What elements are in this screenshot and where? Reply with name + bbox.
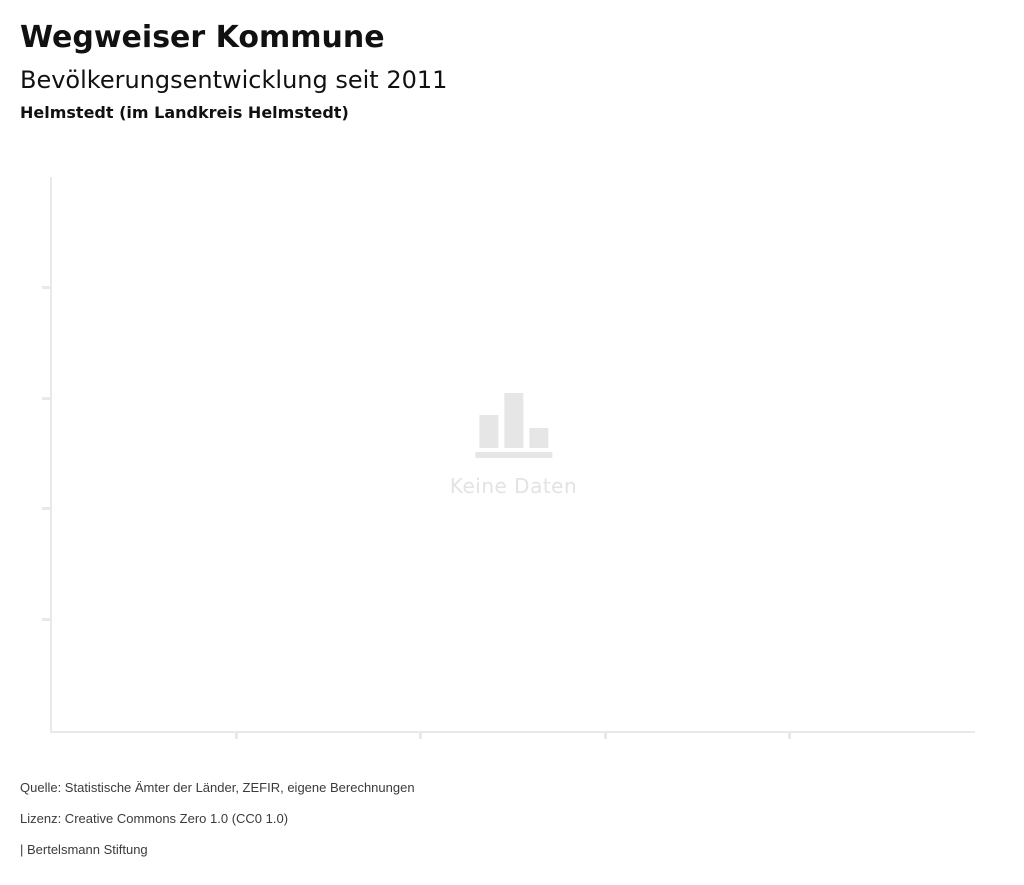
y-axis-tick bbox=[42, 618, 50, 621]
attribution-text: | Bertelsmann Stiftung bbox=[20, 842, 148, 857]
x-axis-tick bbox=[788, 733, 791, 739]
source-text: Quelle: Statistische Ämter der Länder, ZEFIR, eigene Berechnungen bbox=[20, 780, 415, 795]
bar-chart-icon-bars bbox=[475, 393, 552, 448]
x-axis-tick bbox=[235, 733, 238, 739]
x-axis-tick bbox=[604, 733, 607, 739]
license-text: Lizenz: Creative Commons Zero 1.0 (CC0 1.0) bbox=[20, 811, 289, 826]
bar-chart-icon-baseline bbox=[475, 452, 552, 458]
y-axis-tick bbox=[42, 507, 50, 510]
no-data-label: Keine Daten bbox=[449, 474, 578, 498]
y-axis-tick bbox=[42, 397, 50, 400]
no-data-placeholder bbox=[450, 393, 577, 498]
y-axis-tick bbox=[42, 286, 50, 289]
bar-chart-icon bbox=[475, 393, 552, 458]
bar-chart-icon-bar bbox=[479, 415, 498, 448]
chart-plot-area bbox=[50, 177, 975, 733]
chart-title: Bevölkerungsentwicklung seit 2011 bbox=[20, 66, 448, 94]
x-axis-tick bbox=[419, 733, 422, 739]
page-title: Wegweiser Kommune bbox=[20, 20, 385, 55]
location-subtitle: Helmstedt (im Landkreis Helmstedt) bbox=[20, 103, 349, 122]
bar-chart-icon-bar bbox=[504, 393, 523, 448]
bar-chart-icon-bar bbox=[529, 428, 548, 448]
